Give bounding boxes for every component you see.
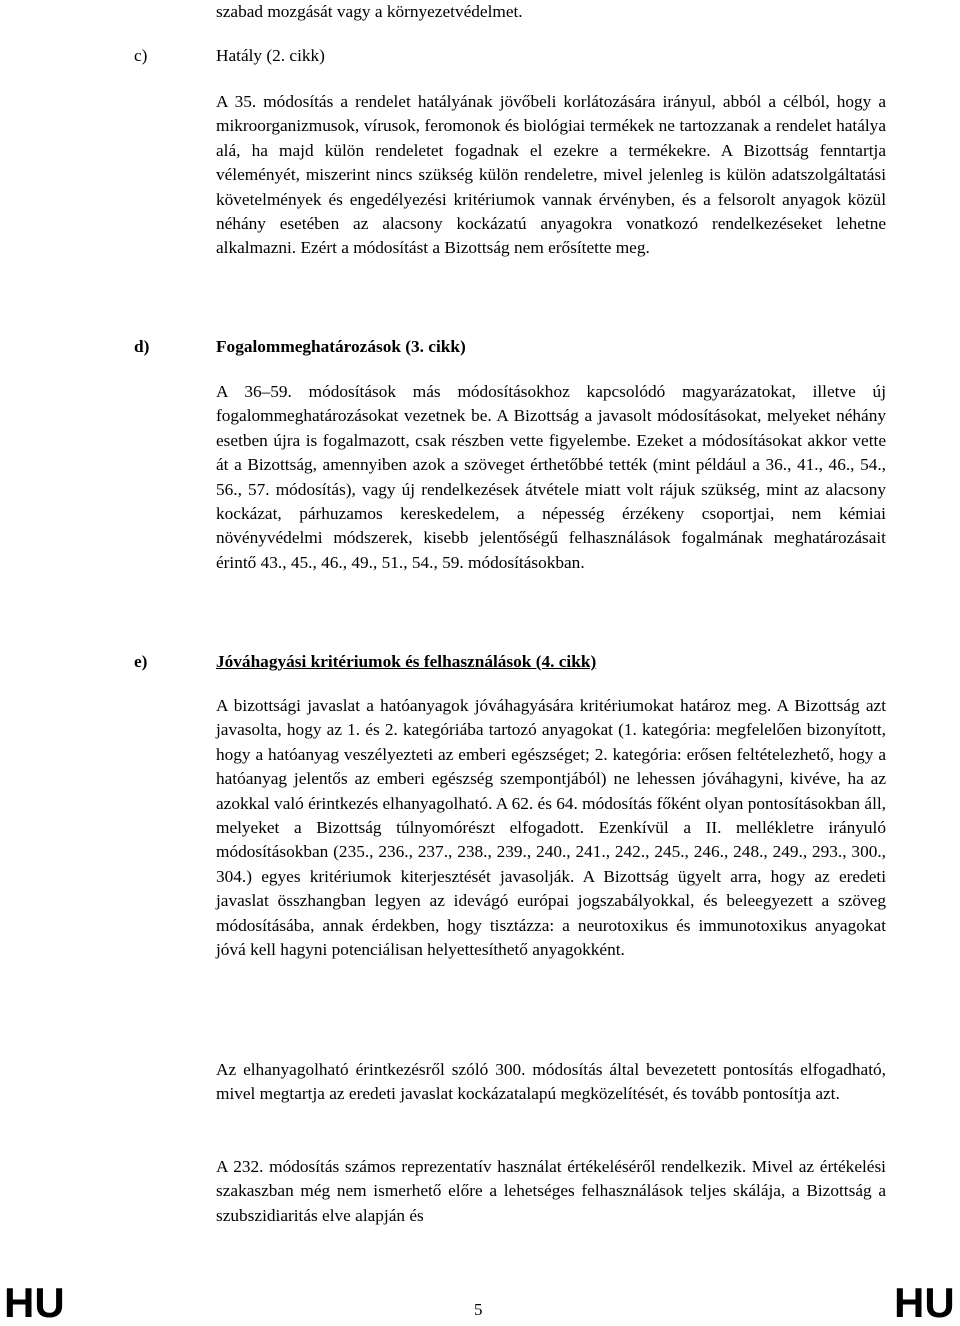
section-d-title: Fogalommeghatározások (3. cikk) bbox=[216, 337, 466, 356]
page-number: 5 bbox=[474, 1300, 483, 1319]
section-e-letter: e) bbox=[134, 652, 148, 671]
section-c-heading bbox=[134, 44, 325, 68]
section-c-paragraph: A 35. módosítás a rendelet hatályának jövőbeli korlátozására irányul, abból a célból, hogy a mikroorganizmusok, vírusok, feromonok és biológiai termékek ne tartozzanak a rendelet hatálya alá, ha majd külön rendeletet fogadnak el ezekre a termékekre. A Bizottság fenntartja véleményét, miszerint nincs szükség külön rendeletre, mivel jelenleg is külön adatszolgáltatási követelmények és engedélyezési kritériumok vannak érvényben, és a felsorolt anyagok közül néhány esetében az alacsony kockázatú anyagokra vonatkozó rendelkezéseket lehetne alkalmazni. Ezért a módosítást a Bizottság nem erősítette meg. bbox=[216, 92, 886, 258]
section-e-paragraph-2: Az elhanyagolható érintkezésről szóló 300. módosítás által bevezetett pontosítás elfogadható, mivel megtartja az eredeti javaslat kockázatalapú megközelítését, és tovább pontosítja azt. bbox=[216, 1060, 886, 1104]
section-e-heading bbox=[134, 650, 596, 674]
section-e-title: Jóváhagyási kritériumok és felhasználások (4. cikk) bbox=[216, 652, 597, 671]
section-e-paragraph-1: A bizottsági javaslat a hatóanyagok jóváhagyására kritériumokat határoz meg. A Bizottság azt javasolta, hogy az 1. és 2. kategóriába tartozó anyagokat (1. kategória: megfelelően bizonyított, hogy a hatóanyag veszélyezteti az emberi egészséget; 2. kategória: erősen feltételezhető, hogy a hatóanyag jelentős az emberi egészség szempontjából) ne lehessen jóváhagyni, kivéve, ha az azokkal való érintkezés elhanyagolható. A 62. és 64. módosítás főként olyan pontosításokban áll, melyeket a Bizottság túlnyomórészt elfogadott. Ezenkívül a II. mellékletre irányuló módosításokban (235., 236., 237., 238., 239., 240., 241., 242., 245., 246., 248., 249., 293., 300., 304.) egyes kritériumok kiterjesztését javasolják. A Bizottság ügyelt arra, hogy az eredeti javaslat összhangban legyen az idevágó európai jogszabályokkal, és beleegyezett a szöveg módosításába, annak érdekben, hogy tisztázza: a neurotoxikus és immunotoxikus anyagokat jóvá kell hagyni potenciálisan helyettesíthető anyagokként. bbox=[216, 696, 886, 960]
section-c-letter: c) bbox=[134, 46, 148, 65]
continued-text-line: szabad mozgását vagy a környezetvédelmet. bbox=[216, 2, 523, 21]
section-d-heading bbox=[134, 335, 466, 359]
section-c-title: Hatály (2. cikk) bbox=[216, 46, 325, 65]
footer-language-right: HU bbox=[894, 1279, 955, 1326]
footer-language-left: HU bbox=[4, 1279, 65, 1326]
section-e-paragraph-3: A 232. módosítás számos reprezentatív használat értékeléséről rendelkezik. Mivel az értékelési szakaszban még nem ismerhető előre a lehetséges felhasználások teljes skálája, a Bizottság a szubszidiaritás elve alapján és bbox=[216, 1157, 886, 1225]
section-d-letter: d) bbox=[134, 337, 150, 356]
section-d-paragraph: A 36–59. módosítások más módosításokhoz kapcsolódó magyarázatokat, illetve új fogalommeghatározásokat vezetnek be. A Bizottság a javasolt módosításokat, melyeket néhány esetben újra is fogalmazott, csak részben vette figyelembe. Ezeket a módosításokat akkor vette át a Bizottság, amennyiben azok a szöveget érthetőbbé tették (mint például a 36., 41., 46., 54., 56., 57. módosítás), vagy új rendelkezések átvétele miatt volt rájuk szükség, mint az alacsony kockázat, párhuzamos kereskedelem, a népesség érzékeny csoportjai, nem kémiai növényvédelmi módszerek, kisebb jelentőségű felhasználások fogalmának meghatározásait érintő 43., 45., 46., 49., 51., 54., 59. módosításokban. bbox=[216, 382, 886, 572]
